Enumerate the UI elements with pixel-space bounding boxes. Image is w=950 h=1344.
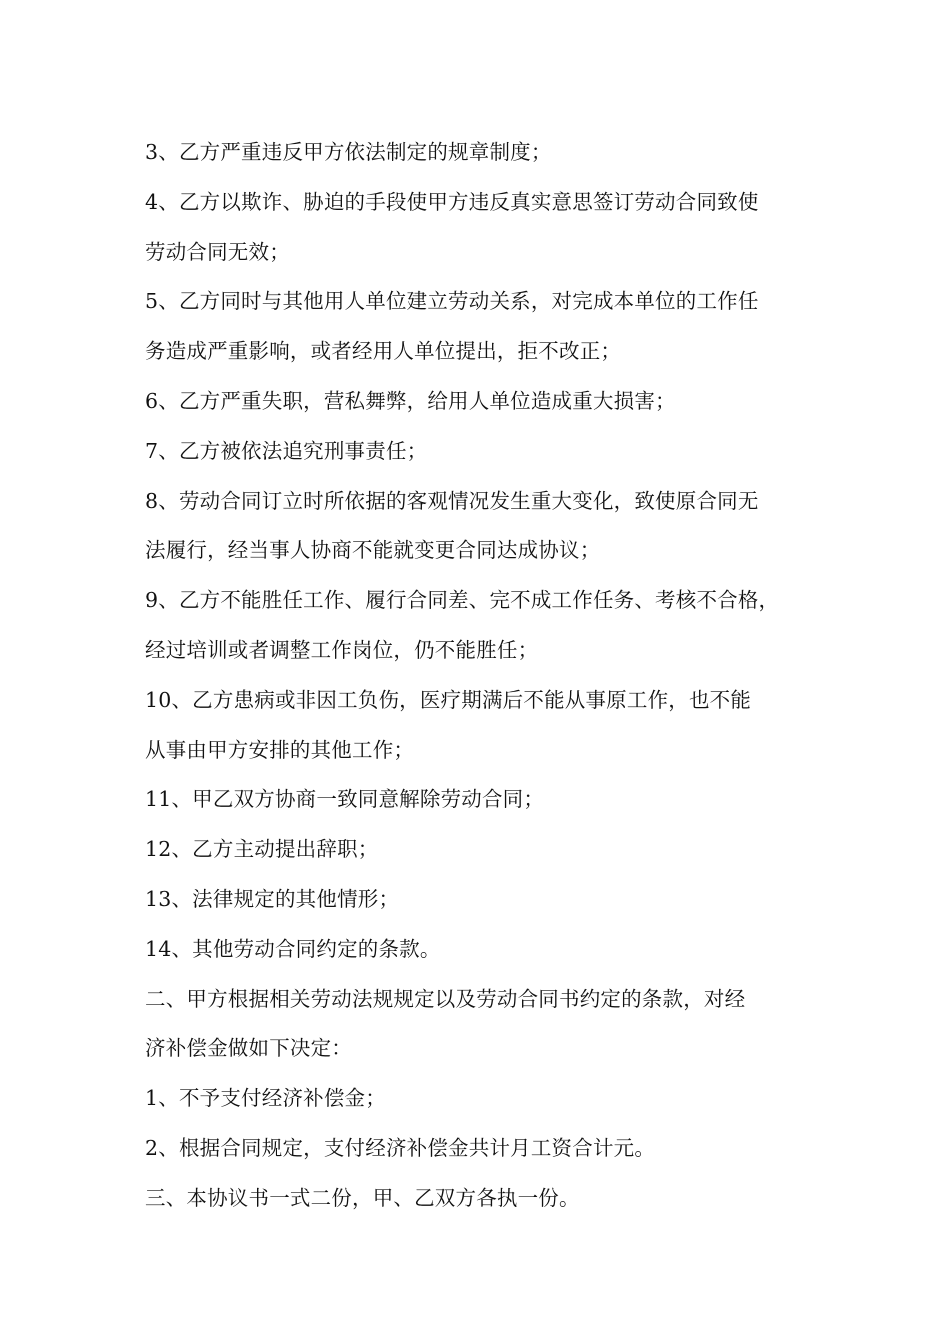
document-body: [145, 128, 825, 1224]
text-line: 法履行，经当事人协商不能就变更合同达成协议；: [145, 538, 601, 563]
text-line: 10、乙方患病或非因工负伤，医疗期满后不能从事原工作，也不能: [145, 687, 752, 712]
text-line: 3、乙方严重违反甲方依法制定的规章制度；: [145, 140, 552, 164]
text-line: 1、不予支付经济补偿金；: [145, 1086, 386, 1111]
text-line: 5、乙方同时与其他用人单位建立劳动关系，对完成本单位的工作任: [145, 289, 759, 314]
text-line: 6、乙方严重失职，营私舞弊，给用人单位造成重大损害；: [145, 388, 676, 413]
text-line: 14、其他劳动合同约定的条款。: [145, 936, 441, 961]
text-line: 济补偿金做如下决定：: [145, 1036, 352, 1061]
text-line: 二、甲方根据相关劳动法规规定以及劳动合同书约定的条款，对经: [145, 986, 746, 1011]
text-line: 务造成严重影响，或者经用人单位提出，拒不改正；: [145, 339, 622, 364]
text-line: 7、乙方被依法追究刑事责任；: [145, 438, 428, 463]
text-line: 8、劳动合同订立时所依据的客观情况发生重大变化，致使原合同无: [145, 488, 759, 513]
text-line: 2、根据合同规定，支付经济补偿金共计月工资合计元。: [145, 1135, 656, 1160]
text-line: 9、乙方不能胜任工作、履行合同差、完不成工作任务、考核不合格，: [145, 588, 780, 613]
text-line: 从事由甲方安排的其他工作；: [145, 737, 415, 762]
text-line: 三、本协议书一式二份，甲、乙双方各执一份。: [145, 1185, 580, 1210]
text-line: 12、乙方主动提出辞职；: [145, 837, 379, 862]
text-line: 劳动合同无效；: [145, 239, 290, 264]
text-line: 经过培训或者调整工作岗位，仍不能胜任；: [145, 637, 539, 662]
text-line: 4、乙方以欺诈、胁迫的手段使甲方违反真实意思签订劳动合同致使: [145, 189, 759, 214]
text-line: 11、甲乙双方协商一致同意解除劳动合同；: [145, 787, 545, 812]
text-line: 13、法律规定的其他情形；: [145, 886, 400, 911]
